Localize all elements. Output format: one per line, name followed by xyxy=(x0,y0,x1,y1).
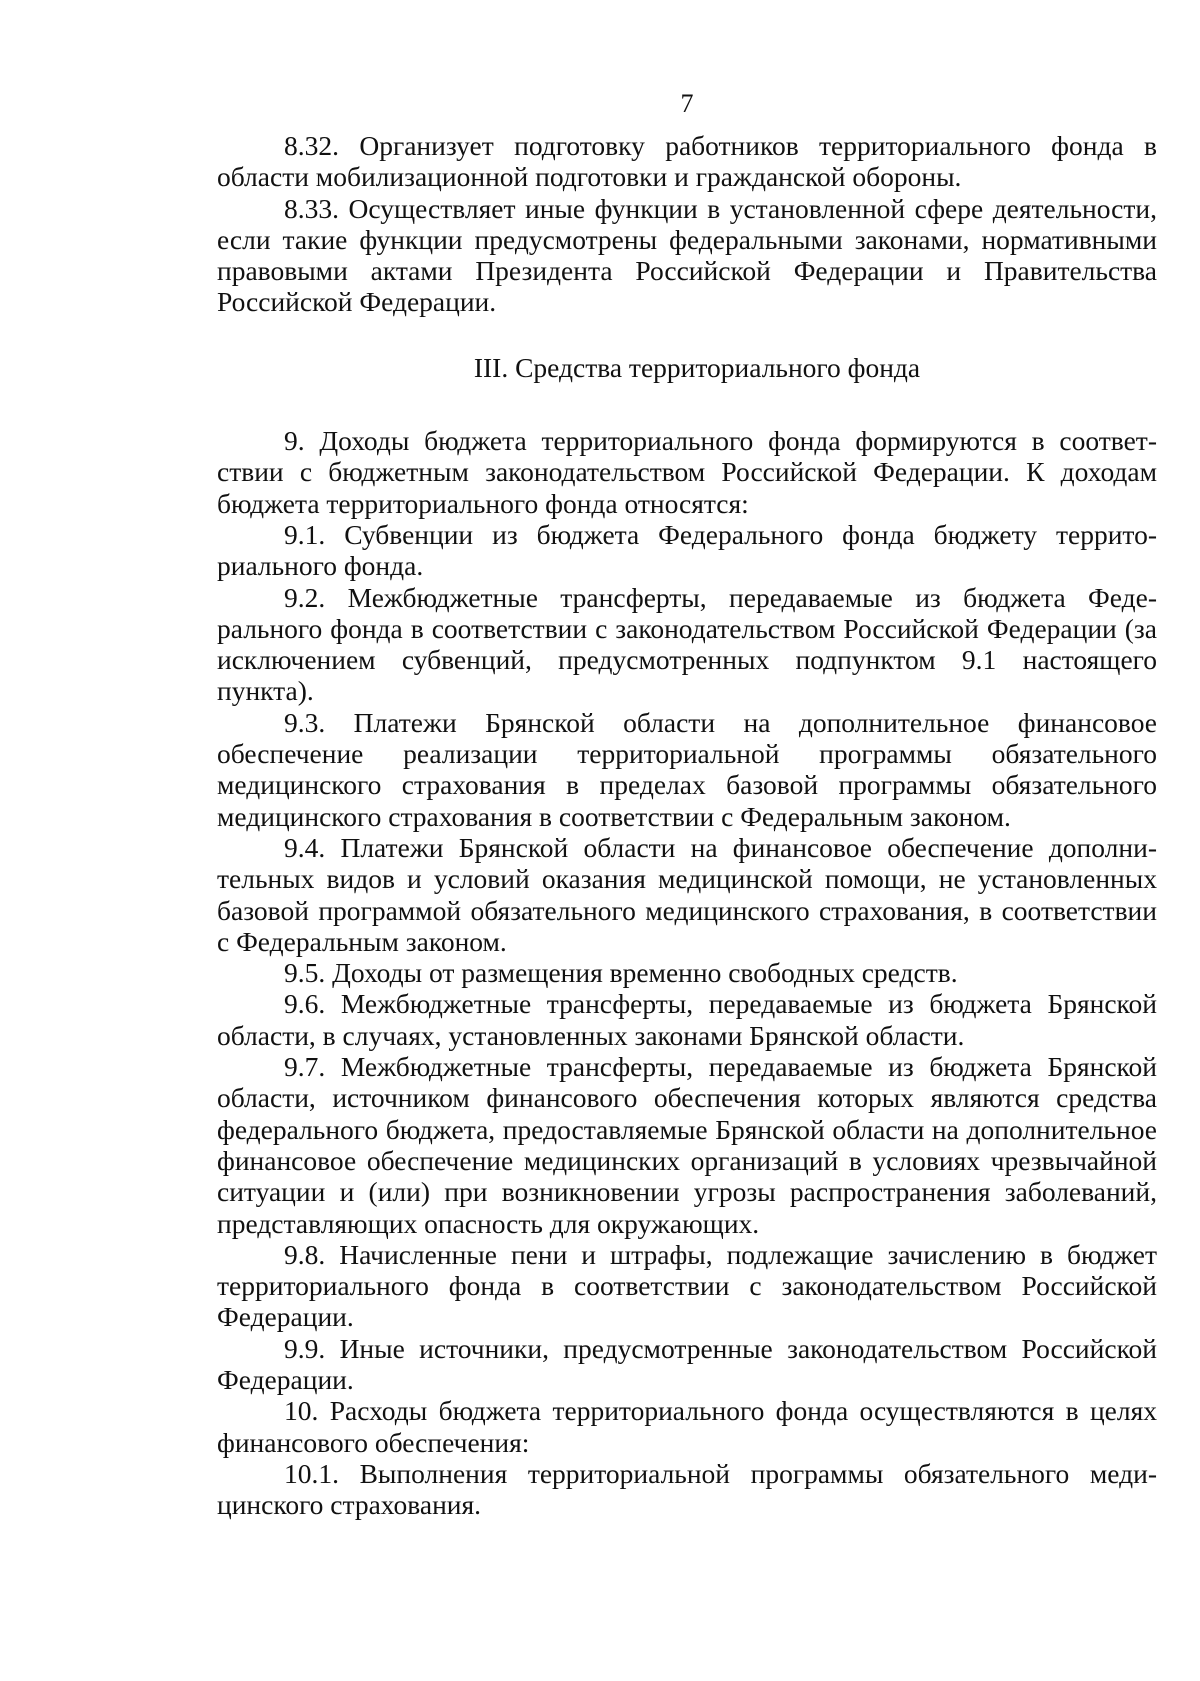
paragraph-9-6: 9.6. Межбюджетные трансферты, передаваемые из бюджета Брянской области, в случаях, установленных законами Брянской области. xyxy=(217,988,1157,1051)
paragraph-9: 9. Доходы бюджета территориального фонда формируются в соответствии с бюджетным законодательством Российской Федерации. К доходам бюджета территориального фонда относятся: xyxy=(217,425,1157,519)
document-body xyxy=(217,130,1157,1520)
paragraph-10-1: 10.1. Выполнения территориальной программы обязательного медицинского страхования. xyxy=(217,1457,1157,1521)
section-title: III. Средства территориального фонда xyxy=(473,351,921,383)
paragraph-8-33: 8.33. Осуществляет иные функции в установленной сфере деятельности, если такие функции предусмотрены федеральными законами, нормативными правовыми актами Президента Российской Федерации и Правительства Российской Федерации. xyxy=(217,192,1157,318)
paragraph-9-4: 9.4. Платежи Брянской области на финансовое обеспечение дополнительных видов и условий оказания медицинской помощи, не установленных базовой программой обязательного медицинского страхования, в соответствии с Федеральным законом. xyxy=(217,831,1157,957)
paragraph-9-9: 9.9. Иные источники, предусмотренные законодательством Российской Федерации. xyxy=(217,1332,1157,1395)
paragraph-9-2: 9.2. Межбюджетные трансферты, передаваемые из бюджета Федерального фонда в соответствии с законодательством Российской Федерации (за исключением субвенций, предусмотренных подпунктом 9.1 настоящего пункта). xyxy=(217,581,1157,707)
paragraph-9-7: 9.7. Межбюджетные трансферты, передаваемые из бюджета Брянской области, источником финансового обеспечения которых являются средства федерального бюджета, предоставляемые Брянской области на дополнительное финансовое обеспечение медицинских организаций в условиях чрезвычайной ситуации и (или) при возникновении угрозы распространения заболеваний, представляющих опасность для окружающих. xyxy=(217,1051,1157,1239)
paragraph-8-32: 8.32. Организует подготовку работников территориального фонда в области мобилизационной подготовки и гражданской обороны. xyxy=(217,130,1157,193)
page-number: 7 xyxy=(680,89,694,118)
paragraph-9-8: 9.8. Начисленные пени и штрафы, подлежащие зачислению в бюджет территориального фонда в соответствии с законодательством Российской Федерации. xyxy=(217,1238,1157,1333)
paragraph-10: 10. Расходы бюджета территориального фонда осуществляются в целях финансового обеспечения: xyxy=(217,1395,1157,1458)
paragraph-9-1: 9.1. Субвенции из бюджета Федерального фонда бюджету территориального фонда. xyxy=(217,518,1157,582)
paragraph-9-5: 9.5. Доходы от размещения временно свободных средств. xyxy=(284,957,958,989)
paragraph-9-3: 9.3. Платежи Брянской области на дополнительное финансовое обеспечение реализации территориальной программы обязательного медицинского страхования в пределах базовой программы обязательного медицинского страхования в соответствии с Федеральным законом. xyxy=(217,706,1157,832)
